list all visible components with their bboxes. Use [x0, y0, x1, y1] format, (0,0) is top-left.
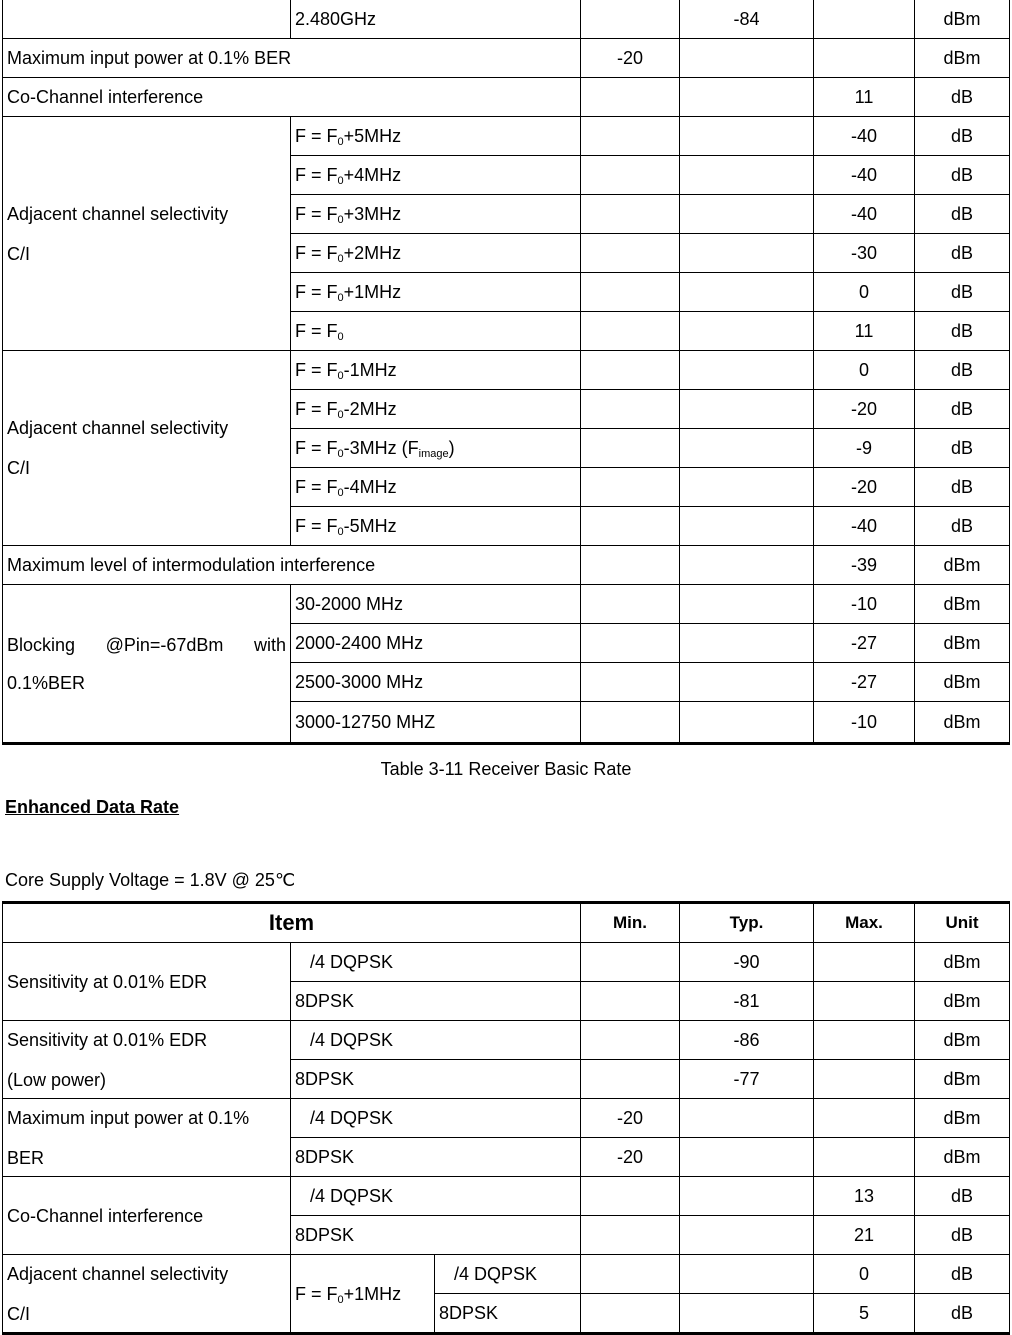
- unit-cell: dB: [915, 195, 1010, 234]
- typ-cell: -86: [680, 1021, 814, 1060]
- freq-cell: $F = F_0+3MHz$: [291, 195, 581, 234]
- max-cell: -20: [814, 468, 915, 507]
- max-cell: 11: [814, 78, 915, 117]
- max-cell: 5: [814, 1294, 915, 1334]
- max-cell: -40: [814, 195, 915, 234]
- unit-cell: dB: [915, 273, 1010, 312]
- freq-cell: $F = F_0$: [291, 312, 581, 351]
- acs-upper-label: Adjacent channel selectivity C/I: [3, 117, 291, 351]
- typ-cell: -77: [680, 1060, 814, 1099]
- unit-cell: dBm: [915, 943, 1010, 982]
- mod-cell: /4 DQPSK: [291, 1099, 581, 1138]
- max-cell: 0: [814, 273, 915, 312]
- unit-cell: dB: [915, 507, 1010, 546]
- max-cell: 13: [814, 1177, 915, 1216]
- table-row: [3, 546, 1010, 585]
- freq-cell: $F = F_0-4MHz$: [291, 468, 581, 507]
- cochannel-label: Co-Channel interference: [3, 1177, 291, 1255]
- max-cell: -10: [814, 585, 915, 624]
- supply-voltage-text: Core Supply Voltage = 1.8V @ 25℃: [5, 870, 296, 890]
- param-cell: 2.480GHz: [291, 0, 581, 39]
- mod-cell: /4 DQPSK: [291, 1177, 581, 1216]
- unit-cell: dBm: [915, 663, 1010, 702]
- unit-cell: dB: [915, 234, 1010, 273]
- range-cell: 2500-3000 MHz: [291, 663, 581, 702]
- unit-cell: dBm: [915, 1138, 1010, 1177]
- freq-cell: $F = F_0+2MHz$: [291, 234, 581, 273]
- max-cell: -27: [814, 663, 915, 702]
- sensitivity-label: Sensitivity at 0.01% EDR: [3, 943, 291, 1021]
- freq-cell: $F = F_0-2MHz$: [291, 390, 581, 429]
- min-cell: -20: [581, 1138, 680, 1177]
- unit-cell: dBm: [915, 585, 1010, 624]
- mod-cell: 8DPSK: [291, 1060, 581, 1099]
- freq-cell: $F = F_0-1MHz$: [291, 351, 581, 390]
- range-cell: 2000-2400 MHz: [291, 624, 581, 663]
- unit-cell: dB: [915, 1294, 1010, 1334]
- sensitivity-low-label: Sensitivity at 0.01% EDR (Low power): [3, 1021, 291, 1099]
- max-cell: -40: [814, 507, 915, 546]
- mod-cell: 8DPSK: [435, 1294, 581, 1334]
- mod-cell: /4 DQPSK: [435, 1255, 581, 1294]
- enhanced-data-rate-table: [2, 901, 1010, 1335]
- unit-cell: dB: [915, 117, 1010, 156]
- blocking-label: Blocking @Pin=-67dBm with 0.1%BER: [3, 585, 291, 744]
- max-cell: -40: [814, 156, 915, 195]
- max-cell: -27: [814, 624, 915, 663]
- min-cell: -20: [581, 1099, 680, 1138]
- range-cell: 3000-12750 MHZ: [291, 702, 581, 744]
- table-row: [3, 1255, 1010, 1294]
- table-row: [3, 351, 1010, 390]
- header-item: Item: [3, 903, 581, 943]
- max-input-label: Maximum input power at 0.1% BER: [3, 1099, 291, 1177]
- receiver-basic-rate-table: [2, 0, 1010, 745]
- freq-cell: $F = F_0-5MHz$: [291, 507, 581, 546]
- min-cell: -20: [581, 39, 680, 78]
- typ-cell: -81: [680, 982, 814, 1021]
- max-cell: -39: [814, 546, 915, 585]
- unit-cell: dB: [915, 1216, 1010, 1255]
- table-row: [3, 0, 1010, 39]
- freq-cell: $F = F_0+1MHz$: [291, 273, 581, 312]
- unit-cell: dBm: [915, 1021, 1010, 1060]
- freq-cell: $F = F_0+1MHz$: [291, 1255, 435, 1334]
- max-cell: 11: [814, 312, 915, 351]
- header-typ: Typ.: [680, 903, 814, 943]
- unit-cell: dBm: [915, 1060, 1010, 1099]
- unit-cell: dB: [915, 351, 1010, 390]
- unit-cell: dBm: [915, 0, 1010, 39]
- table-row: [3, 78, 1010, 117]
- max-cell: -10: [814, 702, 915, 744]
- typ-cell: -84: [680, 0, 814, 39]
- table-row: [3, 1177, 1010, 1216]
- mod-cell: 8DPSK: [291, 982, 581, 1021]
- freq-cell: $F = F_0+4MHz$: [291, 156, 581, 195]
- unit-cell: dBm: [915, 1099, 1010, 1138]
- max-cell: -9: [814, 429, 915, 468]
- max-input-label: Maximum input power at 0.1% BER: [3, 39, 581, 78]
- max-cell: 0: [814, 351, 915, 390]
- table-caption: Table 3-11 Receiver Basic Rate: [380, 759, 632, 779]
- max-cell: 0: [814, 1255, 915, 1294]
- table-row: [3, 39, 1010, 78]
- intermod-label: Maximum level of intermodulation interference: [3, 546, 581, 585]
- unit-cell: dB: [915, 390, 1010, 429]
- max-cell: 21: [814, 1216, 915, 1255]
- unit-cell: dB: [915, 1177, 1010, 1216]
- unit-cell: dBm: [915, 624, 1010, 663]
- cochannel-label: Co-Channel interference: [3, 78, 581, 117]
- unit-cell: dB: [915, 429, 1010, 468]
- section-title: Enhanced Data Rate: [5, 797, 180, 817]
- unit-cell: dBm: [915, 546, 1010, 585]
- header-max: Max.: [814, 903, 915, 943]
- range-cell: 30-2000 MHz: [291, 585, 581, 624]
- unit-cell: dB: [915, 468, 1010, 507]
- unit-cell: dB: [915, 78, 1010, 117]
- unit-cell: dBm: [915, 702, 1010, 744]
- freq-cell: $F = F_0-3MHz$ $(F_{image})$: [291, 429, 581, 468]
- mod-cell: /4 DQPSK: [291, 1021, 581, 1060]
- table-row: [3, 1099, 1010, 1138]
- mod-cell: 8DPSK: [291, 1138, 581, 1177]
- table-row: [3, 943, 1010, 982]
- mod-cell: /4 DQPSK: [291, 943, 581, 982]
- typ-cell: -90: [680, 943, 814, 982]
- header-unit: Unit: [915, 903, 1010, 943]
- table-row: [3, 585, 1010, 624]
- max-cell: -40: [814, 117, 915, 156]
- header-min: Min.: [581, 903, 680, 943]
- unit-cell: dB: [915, 1255, 1010, 1294]
- table-row: [3, 117, 1010, 156]
- table-row: [3, 1021, 1010, 1060]
- unit-cell: dBm: [915, 39, 1010, 78]
- header-row: [3, 903, 1010, 943]
- mod-cell: 8DPSK: [291, 1216, 581, 1255]
- unit-cell: dB: [915, 312, 1010, 351]
- max-cell: -30: [814, 234, 915, 273]
- acs-label: Adjacent channel selectivity C/I: [3, 1255, 291, 1334]
- unit-cell: dB: [915, 156, 1010, 195]
- max-cell: -20: [814, 390, 915, 429]
- acs-lower-label: Adjacent channel selectivity C/I: [3, 351, 291, 546]
- freq-cell: $F = F_0+5MHz$: [291, 117, 581, 156]
- unit-cell: dBm: [915, 982, 1010, 1021]
